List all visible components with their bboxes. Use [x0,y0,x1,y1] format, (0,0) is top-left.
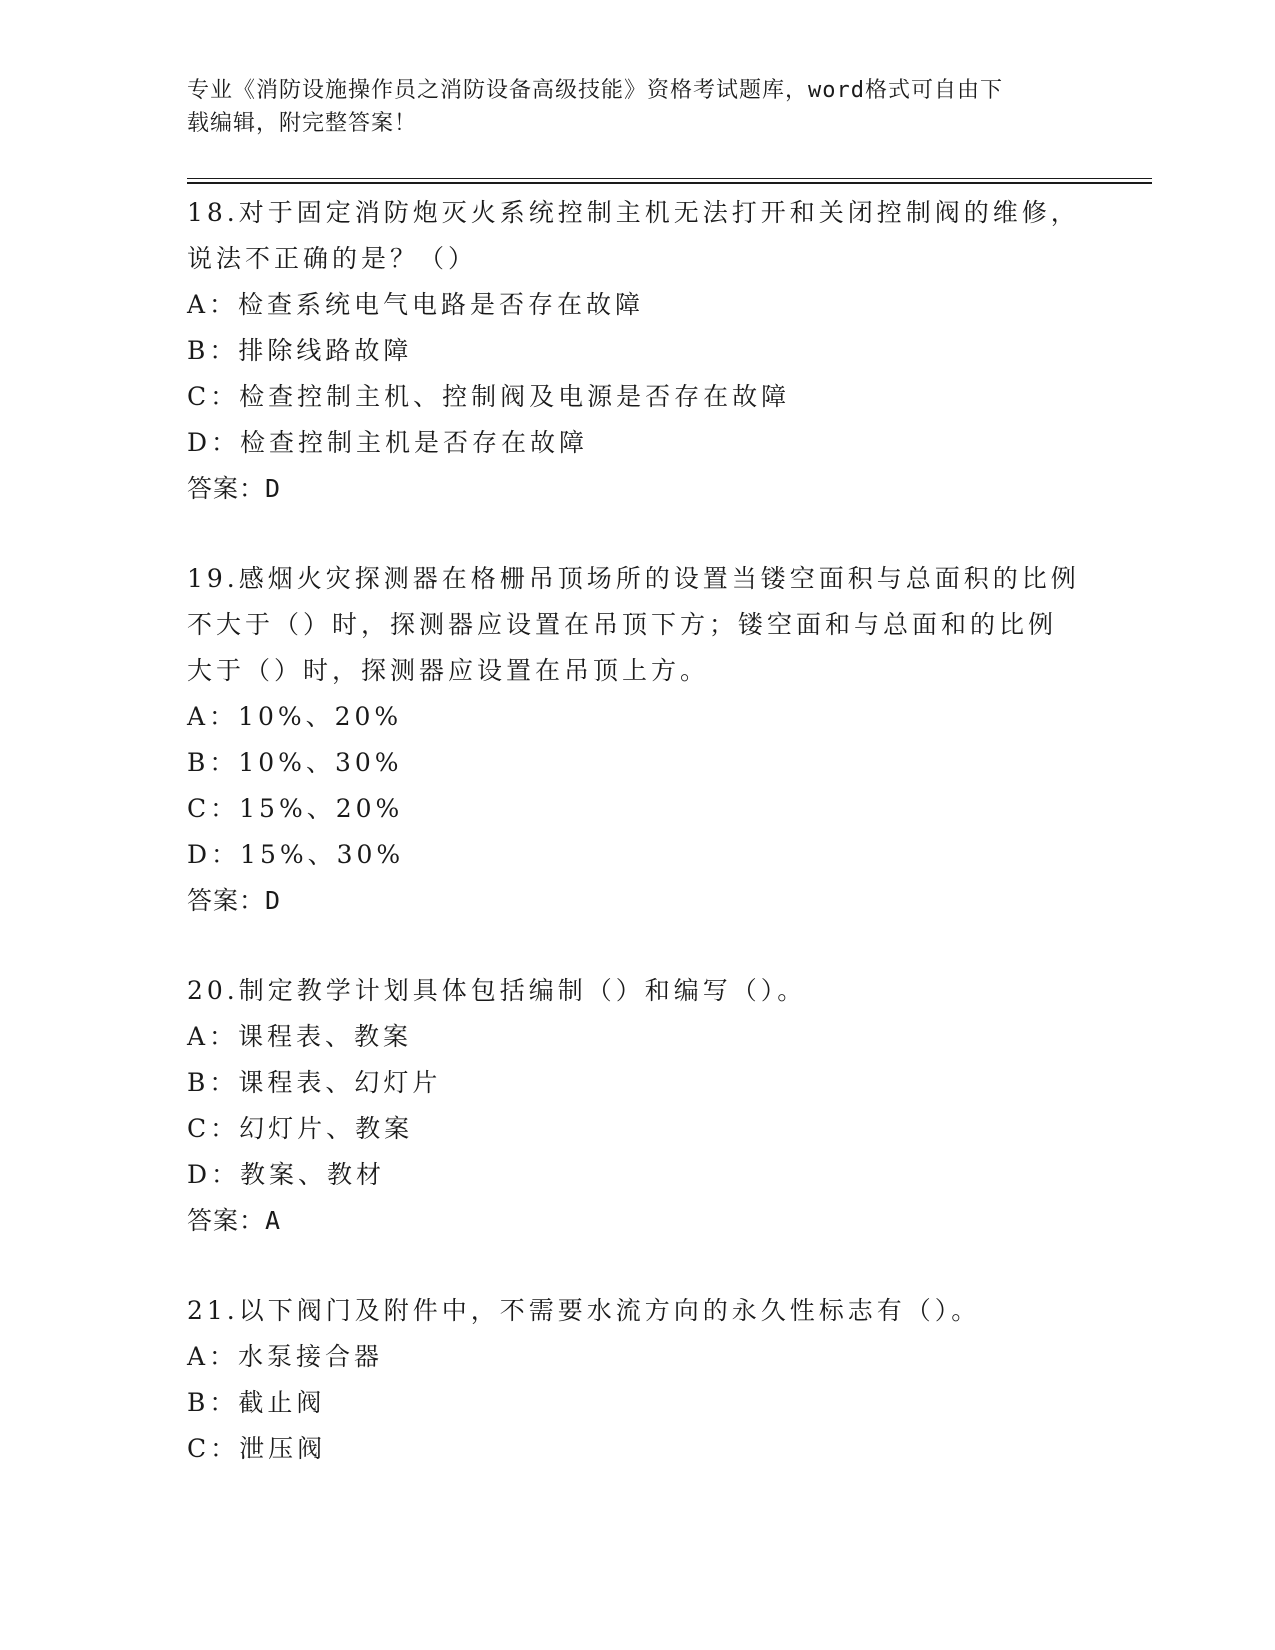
option-a: A：10%、20% [187,702,403,731]
header-divider-thick [187,182,1152,184]
header-line-1: 专业《消防设施操作员之消防设备高级技能》资格考试题库，word格式可自由下 [187,78,1003,103]
option-b: B：截止阀 [187,1388,326,1417]
option-b: B：排除线路故障 [187,336,413,365]
question-text-line: 20.制定教学计划具体包括编制（）和编写（）。 [187,976,807,1005]
question-text-line: 说法不正确的是？（） [187,244,478,273]
question-item [187,190,1087,512]
question-text-line: 19.感烟火灾探测器在格栅吊顶场所的设置当镂空面积与总面积的比例 [187,564,1080,593]
option-c: C：15%、20% [187,794,404,823]
question-text-line: 大于（）时，探测器应设置在吊顶上方。 [187,656,710,685]
question-item [187,968,1087,1244]
question-text-line: 21.以下阀门及附件中，不需要水流方向的永久性标志有（）。 [187,1296,981,1325]
answer-line: 答案：D [187,886,282,915]
question-item [187,556,1087,924]
option-d: D：15%、30% [187,840,405,869]
question-item [187,1288,1087,1472]
option-a: A：课程表、教案 [187,1022,413,1051]
option-c: C：幻灯片、教案 [187,1114,414,1143]
header-line-2: 载编辑，附完整答案！ [187,111,418,136]
option-c: C：检查控制主机、控制阀及电源是否存在故障 [187,382,791,411]
option-c: C：泄压阀 [187,1434,327,1463]
header-divider-thin [187,178,1152,179]
option-d: D：检查控制主机是否存在故障 [187,428,589,457]
option-a: A：检查系统电气电路是否存在故障 [187,290,645,319]
answer-line: 答案：A [187,1206,282,1235]
option-d: D：教案、教材 [187,1160,386,1189]
answer-line: 答案：D [187,474,282,503]
option-b: B：10%、30% [187,748,403,777]
option-b: B：课程表、幻灯片 [187,1068,442,1097]
question-text-line: 18.对于固定消防炮灭火系统控制主机无法打开和关闭控制阀的维修， [187,198,1080,227]
option-a: A：水泵接合器 [187,1342,384,1371]
question-list [187,190,1087,1516]
question-text-line: 不大于（）时，探测器应设置在吊顶下方；镂空面和与总面和的比例 [187,610,1058,639]
document-header [187,74,1067,140]
